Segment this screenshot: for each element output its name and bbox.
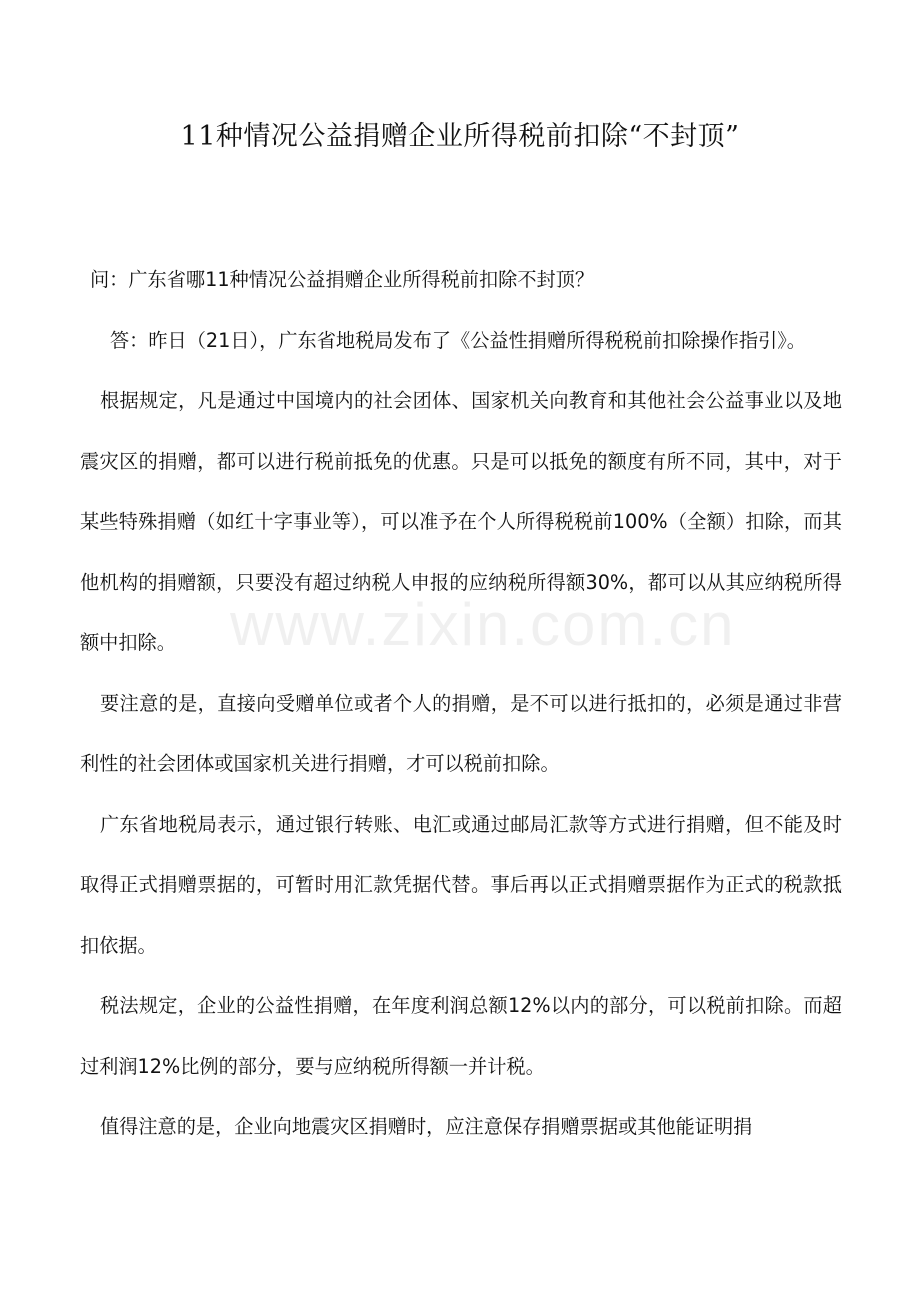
body-paragraph: 要注意的是，直接向受赠单位或者个人的捐赠，是不可以进行抵扣的，必须是通过非营利性的社会团体或国家机关进行捐赠，才可以税前扣除。 <box>80 691 842 775</box>
document-body <box>80 250 842 1158</box>
body-paragraph: 根据规定，凡是通过中国境内的社会团体、国家机关向教育和其他社会公益事业以及地震灾区的捐赠，都可以进行税前抵免的优惠。只是可以抵免的额度有所不同，其中，对于某些特殊捐赠（如红十字事业等），可以准予在个人所得税税前100%（全额）扣除，而其他机构的捐赠额，只要没有超过纳税人申报的应纳税所得额30%，都可以从其应纳税所得额中扣除。 <box>80 389 842 654</box>
body-paragraph: 值得注意的是，企业向地震灾区捐赠时，应注意保存捐赠票据或其他能证明捐 <box>100 1115 753 1138</box>
body-paragraph: 广东省地税局表示，通过银行转账、电汇或通过邮局汇款等方式进行捐赠，但不能及时取得正式捐赠票据的，可暂时用汇款凭据代替。事后再以正式捐赠票据作为正式的税款抵扣依据。 <box>80 812 842 957</box>
question-paragraph: 问：广东省哪11种情况公益捐赠企业所得税前扣除不封顶？ <box>90 268 595 291</box>
watermark: www.zixin.com.cn <box>230 591 736 658</box>
body-paragraph: 税法规定，企业的公益性捐赠，在年度利润总额12%以内的部分，可以税前扣除。而超过利润12%比例的部分，要与应纳税所得额一并计税。 <box>80 994 842 1078</box>
answer-paragraph: 答：昨日（21日），广东省地税局发布了《公益性捐赠所得税税前扣除操作指引》。 <box>110 328 806 352</box>
document-title: 11种情况公益捐赠企业所得税前扣除“不封顶” <box>180 121 740 152</box>
